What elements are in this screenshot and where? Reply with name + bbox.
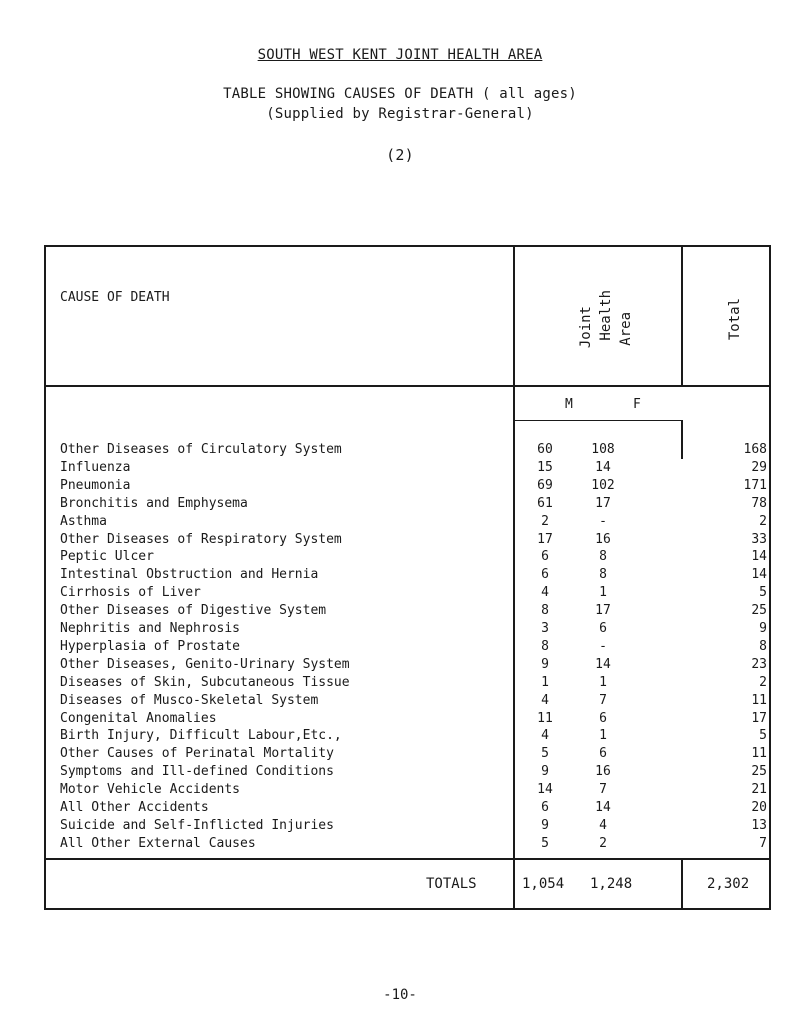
female-cell: 14 [595,459,611,475]
total-cell: 2 [759,513,767,529]
table-row [0,477,800,495]
cause-cell: Other Diseases of Digestive System [60,603,327,619]
male-cell: 5 [541,835,549,851]
female-cell: 1 [599,674,607,690]
male-cell: 5 [541,746,549,762]
col-separator-2-totals [681,858,683,910]
table-row [0,566,800,584]
col-separator-2 [681,245,683,385]
total-cell: 23 [751,656,767,672]
female-cell: 2 [599,835,607,851]
male-cell: 69 [537,477,553,493]
male-cell: 61 [537,495,553,511]
cause-cell: Cirrhosis of Liver [60,585,201,601]
female-cell: 102 [591,477,615,493]
cause-cell: Symptoms and Ill-defined Conditions [60,764,334,780]
male-cell: 4 [541,728,549,744]
cause-cell: Influenza [60,459,131,475]
table-row [0,656,800,674]
table-row [0,674,800,692]
male-cell: 1 [541,674,549,690]
table-row [0,817,800,835]
table-row [0,638,800,656]
cause-cell: Motor Vehicle Accidents [60,782,241,798]
table-row [0,799,800,817]
female-cell: - [599,513,607,529]
area-header-area: Area [618,312,634,346]
male-cell: 6 [541,567,549,583]
table-row [0,692,800,710]
total-cell: 11 [751,746,767,762]
total-cell: 168 [743,442,767,457]
cause-column-header: CAUSE OF DEATH [60,290,170,305]
cause-cell: Intestinal Obstruction and Hernia [60,567,319,583]
total-column-header: Total [727,298,743,341]
table-row [0,835,800,853]
table-row [0,548,800,566]
total-cell: 29 [751,459,767,475]
cause-cell: Other Diseases of Circulatory System [60,442,342,457]
total-cell: 17 [751,710,767,726]
female-cell: 17 [595,603,611,619]
female-cell: 8 [599,567,607,583]
female-cell: 1 [599,585,607,601]
table-row [0,495,800,513]
cause-cell: Other Diseases, Genito-Urinary System [60,656,350,672]
totals-label: TOTALS [426,876,477,892]
total-cell: 33 [751,531,767,547]
male-cell: 6 [541,549,549,565]
table-number: (2) [386,146,414,164]
cause-cell: Pneumonia [60,477,131,493]
totals-rule [44,858,771,860]
table-row [0,763,800,781]
table-title: TABLE SHOWING CAUSES OF DEATH ( all ages) [223,86,577,102]
table-row [0,710,800,728]
male-cell: 8 [541,638,549,654]
female-cell: 6 [599,621,607,636]
male-subheader: M [565,397,573,412]
area-header-joint: Joint [578,306,594,349]
cause-cell: Diseases of Musco-Skeletal System [60,692,319,708]
male-cell: 9 [541,656,549,672]
male-cell: 15 [537,459,553,475]
female-cell: 4 [599,817,607,833]
cause-cell: All Other External Causes [60,835,256,851]
cause-cell: Bronchitis and Emphysema [60,495,248,511]
total-cell: 13 [751,817,767,833]
male-cell: 4 [541,585,549,601]
cause-cell: Congenital Anomalies [60,710,217,726]
female-cell: - [599,638,607,654]
table-row [0,727,800,745]
male-cell: 4 [541,692,549,708]
total-cell: 2 [759,674,767,690]
table-row [0,745,800,763]
cause-cell: Peptic Ulcer [60,549,154,565]
totals-male: 1,054 [522,876,565,892]
total-cell: 5 [759,585,767,601]
table-row [0,620,800,638]
table-row [0,513,800,531]
female-cell: 17 [595,495,611,511]
org-title: SOUTH WEST KENT JOINT HEALTH AREA [257,47,543,63]
table-row [0,602,800,620]
female-cell: 7 [599,782,607,798]
total-cell: 14 [751,549,767,565]
table-border-bottom [44,908,771,910]
table-subtitle: (Supplied by Registrar-General) [266,106,534,122]
page-number: -10- [383,987,417,1003]
table-row [0,459,800,477]
table-row [0,531,800,549]
header-rule [44,385,771,387]
male-cell: 11 [537,710,553,726]
female-cell: 14 [595,800,611,815]
cause-cell: Hyperplasia of Prostate [60,638,241,654]
female-cell: 16 [595,764,611,780]
female-cell: 6 [599,746,607,762]
mf-rule [513,420,683,421]
female-cell: 14 [595,656,611,672]
female-cell: 7 [599,692,607,708]
female-cell: 1 [599,728,607,744]
cause-cell: Nephritis and Nephrosis [60,621,241,636]
total-cell: 8 [759,638,767,654]
total-cell: 171 [743,477,767,493]
female-cell: 6 [599,710,607,726]
cause-cell: Birth Injury, Difficult Labour,Etc., [60,728,342,744]
male-cell: 2 [541,513,549,529]
total-cell: 5 [759,728,767,744]
male-cell: 17 [537,531,553,547]
total-cell: 78 [751,495,767,511]
total-cell: 25 [751,764,767,780]
totals-total: 2,302 [707,876,750,892]
male-cell: 9 [541,817,549,833]
total-cell: 21 [751,782,767,798]
total-cell: 11 [751,692,767,708]
male-cell: 6 [541,800,549,815]
area-header-health: Health [598,290,614,341]
totals-female: 1,248 [590,876,633,892]
female-cell: 16 [595,531,611,547]
total-cell: 25 [751,603,767,619]
table-row [0,781,800,799]
male-cell: 9 [541,764,549,780]
cause-cell: Other Diseases of Respiratory System [60,531,342,547]
male-cell: 8 [541,603,549,619]
total-cell: 7 [759,835,767,851]
male-cell: 14 [537,782,553,798]
cause-cell: Other Causes of Perinatal Mortality [60,746,334,762]
cause-cell: Diseases of Skin, Subcutaneous Tissue [60,674,350,690]
female-subheader: F [633,397,641,412]
cause-cell: Asthma [60,513,107,529]
table-row [0,584,800,602]
total-cell: 20 [751,800,767,815]
total-cell: 14 [751,567,767,583]
table-row [0,441,800,459]
cause-cell: Suicide and Self-Inflicted Injuries [60,817,334,833]
total-cell: 9 [759,621,767,636]
male-cell: 60 [537,442,553,457]
female-cell: 8 [599,549,607,565]
cause-cell: All Other Accidents [60,800,209,815]
female-cell: 108 [591,442,615,457]
male-cell: 3 [541,621,549,636]
table-border-top [44,245,771,247]
